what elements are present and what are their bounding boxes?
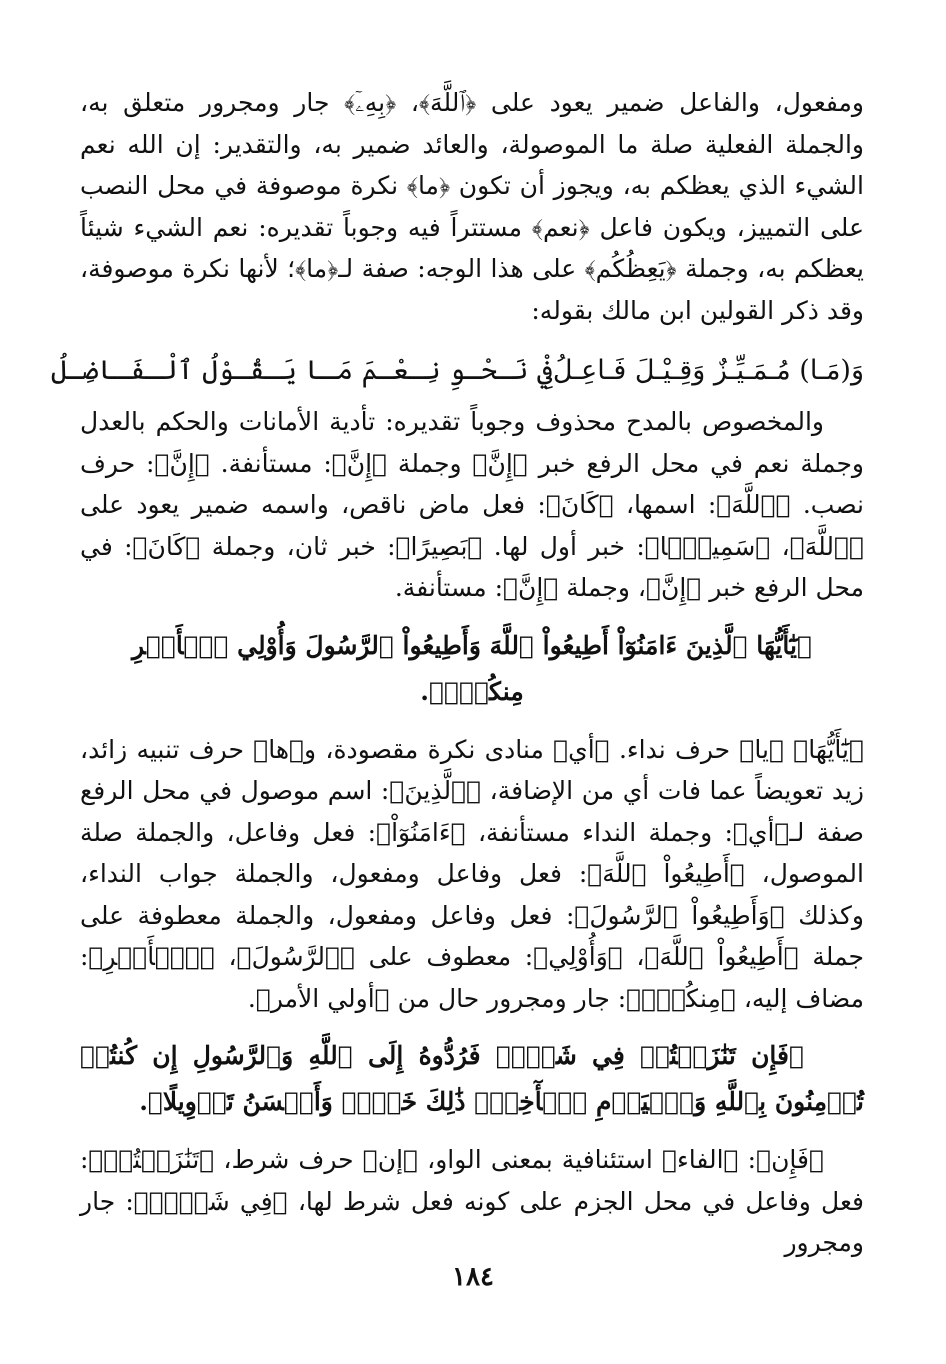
- verse-second-hemistich: فِيْ نَـحْـوِ نِـعْـمَ مَـا يَـقُـوْلُ ٱلْـفَـاضِـلُ: [51, 355, 553, 386]
- paragraph-text: والمخصوص بالمدح محذوف وجوباً تقديره: تأدية الأمانات والحكم بالعدل وجملة نعم في محل الرفع خبر ﴿إِنَّ﴾ وجملة ﴿إِنَّ﴾: مستأنفة. ﴿إِنَّ﴾: حرف نصب. ﴿ٱللَّهَ﴾: اسمها، ﴿كَانَ﴾: فعل ماض ناقص، واسمه ضمير يعود على ﴿ٱللَّهَ﴾، ﴿سَمِيعًۢا﴾: خبر أول لها. ﴿بَصِيرًا﴾: خبر ثان، وجملة ﴿كَانَ﴾: في محل الرفع خبر ﴿إِنَّ﴾، وجملة ﴿إِنَّ﴾: مستأنفة.: [80, 407, 864, 602]
- paragraph-text: ﴿فَإِن﴾: ﴿الفاء﴾ استئنافية بمعنى الواو، ﴿إن﴾ حرف شرط، ﴿تَنَٰزَعۡتُمۡ﴾: فعل وفاعل في محل الجزم على كونه فعل شرط لها، ﴿فِي شَيۡءٖ﴾: جار ومجرور: [80, 1145, 864, 1257]
- paragraph-grammar-2: [80, 1139, 864, 1264]
- page-body: [51, 82, 864, 1282]
- poetry-verse: [51, 341, 864, 401]
- verse-first-hemistich: وَ(مَـا) مُـمَـيِّـزٌ وَقِـيْـلَ فَـاعِـلُ: [552, 355, 864, 386]
- paragraph-grammar-1: [80, 729, 864, 1020]
- paragraph-intro: [80, 82, 864, 331]
- paragraph-analysis: [80, 401, 864, 609]
- quran-verse: ﴿يَٰٓأَيُّهَا ٱلَّذِينَ ءَامَنُوٓاْ أَطِيعُواْ ٱللَّهَ وَأَطِيعُواْ ٱلرَّسُولَ وَأُوْلِي ٱلۡأَمۡرِ مِنكُمۡۖ﴾.: [132, 630, 812, 706]
- page-number: ١٨٤: [452, 1262, 494, 1292]
- paragraph-text: ﴿يَٰٓأَيُّهَا﴾ ﴿يا﴾ حرف نداء. ﴿أي﴾ منادى نكرة مقصودة، و﴿ها﴾ حرف تنبيه زائد، زيد تعويضاً عما فات أي من الإضافة، ﴿ٱلَّذِينَ﴾: اسم موصول في محل الرفع صفة لـ﴿أي﴾: وجملة النداء مستأنفة، ﴿ءَامَنُوٓاْ﴾: فعل وفاعل، والجملة صلة الموصول، ﴿أَطِيعُواْ ٱللَّهَ﴾: فعل وفاعل ومفعول، والجملة جواب النداء، وكذلك ﴿وَأَطِيعُواْ ٱلرَّسُولَ﴾: فعل وفاعل ومفعول، والجملة معطوفة على جملة ﴿أَطِيعُواْ ٱللَّهَ﴾، ﴿وَأُوْلِي﴾: معطوف على ﴿ٱلرَّسُولَ﴾، ﴿ٱلۡأَمۡرِ﴾: مضاف إليه، ﴿مِنكُمۡۖ﴾: جار ومجرور حال من ﴿أولي الأمر﴾.: [80, 734, 864, 1013]
- quran-verse: ﴿فَإِن تَنَٰزَعۡتُمۡ فِي شَيۡءٖ فَرُدُّوهُ إِلَى ٱللَّهِ وَٱلرَّسُولِ إِن كُنتُمۡ تُؤۡمِنُونَ بِٱللَّهِ وَٱلۡيَوۡمِ ٱلۡأٓخِرِۚ ذَٰلِكَ خَيۡرٞ وَأَحۡسَنُ تَأۡوِيلًا﴾.: [80, 1041, 864, 1116]
- paragraph-text: ومفعول، والفاعل ضمير يعود على ﴿ٱللَّهَ﴾، ﴿بِهِۦٓ﴾ جار ومجرور متعلق به، والجملة الفعلية صلة ما الموصولة، والعائد ضمير به، والتقدير: إن الله نعم الشيء الذي يعظكم به، ويجوز أن تكون ﴿ما﴾ نكرة موصوفة في محل النصب على التمييز، ويكون فاعل ﴿نعم﴾ مستتراً فيه وجوباً تقديره: نعم الشيء شيئاً يعظكم به، وجملة ﴿يَعِظُكُم﴾ على هذا الوجه: صفة لـ﴿ما﴾؛ لأنها نكرة موصوفة، وقد ذكر القولين ابن مالك بقوله:: [80, 88, 864, 325]
